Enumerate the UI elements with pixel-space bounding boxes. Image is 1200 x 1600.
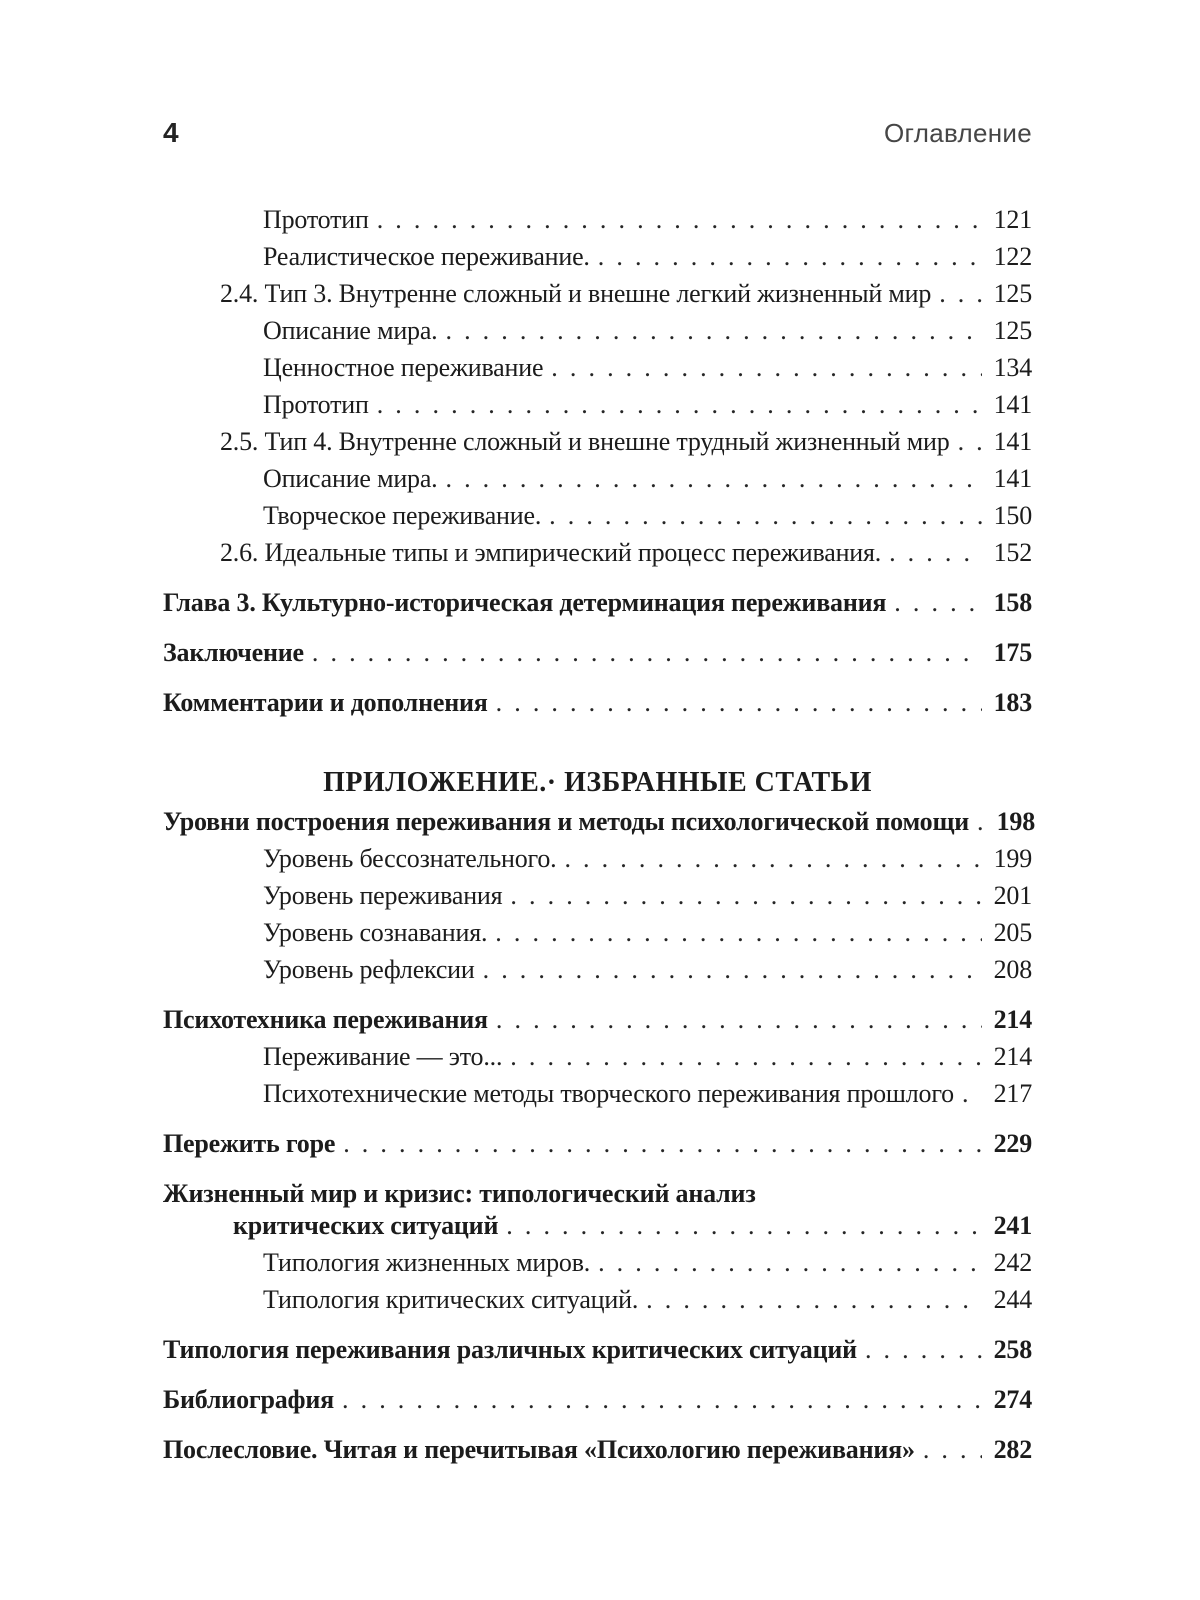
toc-entry-label: Прототип	[263, 205, 369, 234]
dot-leader	[939, 280, 982, 308]
toc-page-number: 208	[993, 955, 1032, 984]
toc-entry[interactable]	[163, 1286, 1032, 1314]
dot-leader	[506, 1212, 982, 1240]
toc-page-number: 158	[993, 588, 1032, 617]
toc-entry-label: Описание мира.	[263, 464, 438, 493]
dot-leader	[496, 689, 982, 717]
toc-entry[interactable]	[163, 502, 1032, 530]
toc-entry-label: Психотехнические методы творческого переживания прошлого	[263, 1079, 954, 1108]
toc-page-number: 199	[993, 844, 1032, 873]
toc-page-number: 141	[993, 390, 1032, 419]
dot-leader	[342, 1386, 982, 1414]
toc-page-number: 214	[993, 1042, 1032, 1071]
toc-entry-label: Заключение	[163, 638, 304, 667]
toc-entry[interactable]	[163, 589, 1032, 617]
toc-entry-label: Типология критических ситуаций.	[263, 1285, 639, 1314]
toc-page-number: 134	[993, 353, 1032, 382]
dot-leader	[962, 1080, 982, 1108]
dot-leader	[551, 354, 982, 382]
appendix-heading: ПРИЛОЖЕНИЕ.· ИЗБРАННЫЕ СТАТЬИ	[323, 767, 872, 798]
toc-entry[interactable]	[163, 428, 1032, 456]
toc-page-number: 141	[993, 427, 1032, 456]
toc-entry-label: Описание мира.	[263, 316, 438, 345]
toc-entry[interactable]	[163, 243, 1032, 271]
toc-entry[interactable]	[163, 539, 1032, 567]
dot-leader	[865, 1336, 982, 1364]
toc-entry[interactable]	[163, 1080, 1032, 1108]
toc-page-number: 242	[993, 1248, 1032, 1277]
toc-page-number: 141	[993, 464, 1032, 493]
dot-leader	[510, 1043, 982, 1071]
toc-entry-label: Переживание — это...	[263, 1042, 503, 1071]
dot-leader	[445, 317, 982, 345]
toc-entry-label: Глава 3. Культурно-историческая детерминация переживания	[163, 588, 887, 617]
dot-leader	[598, 243, 982, 271]
toc-page-number: 122	[993, 242, 1032, 271]
toc-entry[interactable]	[163, 1249, 1032, 1277]
dot-leader	[510, 882, 982, 910]
toc-entry-label: Пережить горе	[163, 1129, 336, 1158]
toc-page-number: 201	[993, 881, 1032, 910]
toc-entry-label: Уровень рефлексии	[263, 955, 475, 984]
toc-entry-label: Реалистическое переживание.	[263, 242, 590, 271]
toc-entry-label: Уровень бессознательного.	[263, 844, 557, 873]
toc-entry[interactable]	[163, 1436, 1032, 1464]
toc-entry-label: Комментарии и дополнения	[163, 688, 488, 717]
toc-entry-label: 2.4. Тип 3. Внутренне сложный и внешне легкий жизненный мир	[220, 279, 932, 308]
dot-leader	[889, 539, 982, 567]
toc-entry[interactable]	[163, 280, 1032, 308]
dot-leader	[377, 206, 982, 234]
toc-entry[interactable]	[163, 919, 1032, 947]
toc-entry[interactable]	[163, 1336, 1032, 1364]
dot-leader	[495, 919, 982, 947]
toc-entry-label: Жизненный мир и кризис: типологический анализ	[163, 1179, 756, 1208]
dot-leader	[483, 956, 982, 984]
toc-entry[interactable]	[163, 465, 1032, 493]
toc-entry[interactable]	[163, 206, 1032, 234]
toc-entry-label: Типология жизненных миров.	[263, 1248, 591, 1277]
dot-leader	[646, 1286, 982, 1314]
dot-leader	[598, 1249, 982, 1277]
dot-leader	[923, 1436, 982, 1464]
toc-entry-label: Психотехника переживания	[163, 1005, 488, 1034]
toc-page-number: 258	[993, 1335, 1032, 1364]
toc-entry-label: Творческое переживание.	[263, 501, 542, 530]
toc-entry[interactable]	[163, 1043, 1032, 1071]
dot-leader	[312, 639, 982, 667]
dot-leader	[977, 808, 985, 836]
toc-entry[interactable]	[163, 689, 1032, 717]
toc-page-number: 274	[993, 1385, 1032, 1414]
running-header: Оглавление	[884, 118, 1032, 148]
dot-leader	[564, 845, 982, 873]
toc-entry-label: 2.5. Тип 4. Внутренне сложный и внешне трудный жизненный мир	[220, 427, 950, 456]
toc-entry[interactable]	[163, 1006, 1032, 1034]
toc-page-number: 205	[993, 918, 1032, 947]
toc-entry[interactable]	[163, 1180, 1032, 1240]
toc-entry[interactable]	[163, 354, 1032, 382]
toc-page-number: 244	[993, 1285, 1032, 1314]
toc-page-number: 217	[993, 1079, 1032, 1108]
table-of-contents	[163, 205, 1035, 1464]
toc-entry[interactable]	[163, 639, 1032, 667]
dot-leader	[496, 1006, 982, 1034]
dot-leader	[958, 428, 982, 456]
toc-page-number: 241	[993, 1211, 1032, 1240]
toc-page-number: 214	[993, 1005, 1032, 1034]
toc-entry-label: 2.6. Идеальные типы и эмпирический процесс переживания.	[220, 538, 882, 567]
toc-entry-label: Уровни построения переживания и методы психологической помощи	[163, 807, 969, 836]
dot-leader	[894, 589, 982, 617]
dot-leader	[549, 502, 982, 530]
toc-page-number: 198	[996, 807, 1035, 836]
toc-entry-label: Типология переживания различных критических ситуаций	[163, 1335, 857, 1364]
toc-entry-label: Ценностное переживание	[263, 353, 544, 382]
toc-entry[interactable]	[163, 317, 1032, 345]
toc-page-number: 183	[993, 688, 1032, 717]
toc-page-number: 175	[993, 638, 1032, 667]
toc-entry[interactable]	[163, 391, 1032, 419]
toc-entry[interactable]	[163, 1386, 1032, 1414]
toc-entry-label-continued	[163, 1212, 1032, 1240]
toc-entry-label: Прототип	[263, 390, 369, 419]
toc-entry[interactable]	[163, 1130, 1032, 1158]
dot-leader	[445, 465, 982, 493]
toc-entry-label: критических ситуаций	[233, 1211, 499, 1240]
toc-entry-label: Послесловие. Читая и перечитывая «Психологию переживания»	[163, 1435, 915, 1464]
toc-entry[interactable]	[163, 807, 1035, 836]
toc-page-number: 152	[993, 538, 1032, 567]
toc-page-number: 229	[993, 1129, 1032, 1158]
toc-entry[interactable]	[163, 845, 1032, 873]
toc-page-number: 282	[993, 1435, 1032, 1464]
dot-leader	[377, 391, 982, 419]
dot-leader	[343, 1130, 982, 1158]
toc-entry[interactable]	[163, 882, 1032, 910]
toc-entry-label: Уровень сознавания.	[263, 918, 488, 947]
page-header	[163, 118, 1032, 148]
toc-entry[interactable]	[163, 956, 1032, 984]
toc-entry-label: Уровень переживания	[263, 881, 503, 910]
toc-entry-label: Библиография	[163, 1385, 334, 1414]
page-number: 4	[163, 117, 179, 148]
toc-page-number: 150	[993, 501, 1032, 530]
toc-page-number: 125	[993, 279, 1032, 308]
toc-page-number: 121	[993, 205, 1032, 234]
toc-page-number: 125	[993, 316, 1032, 345]
